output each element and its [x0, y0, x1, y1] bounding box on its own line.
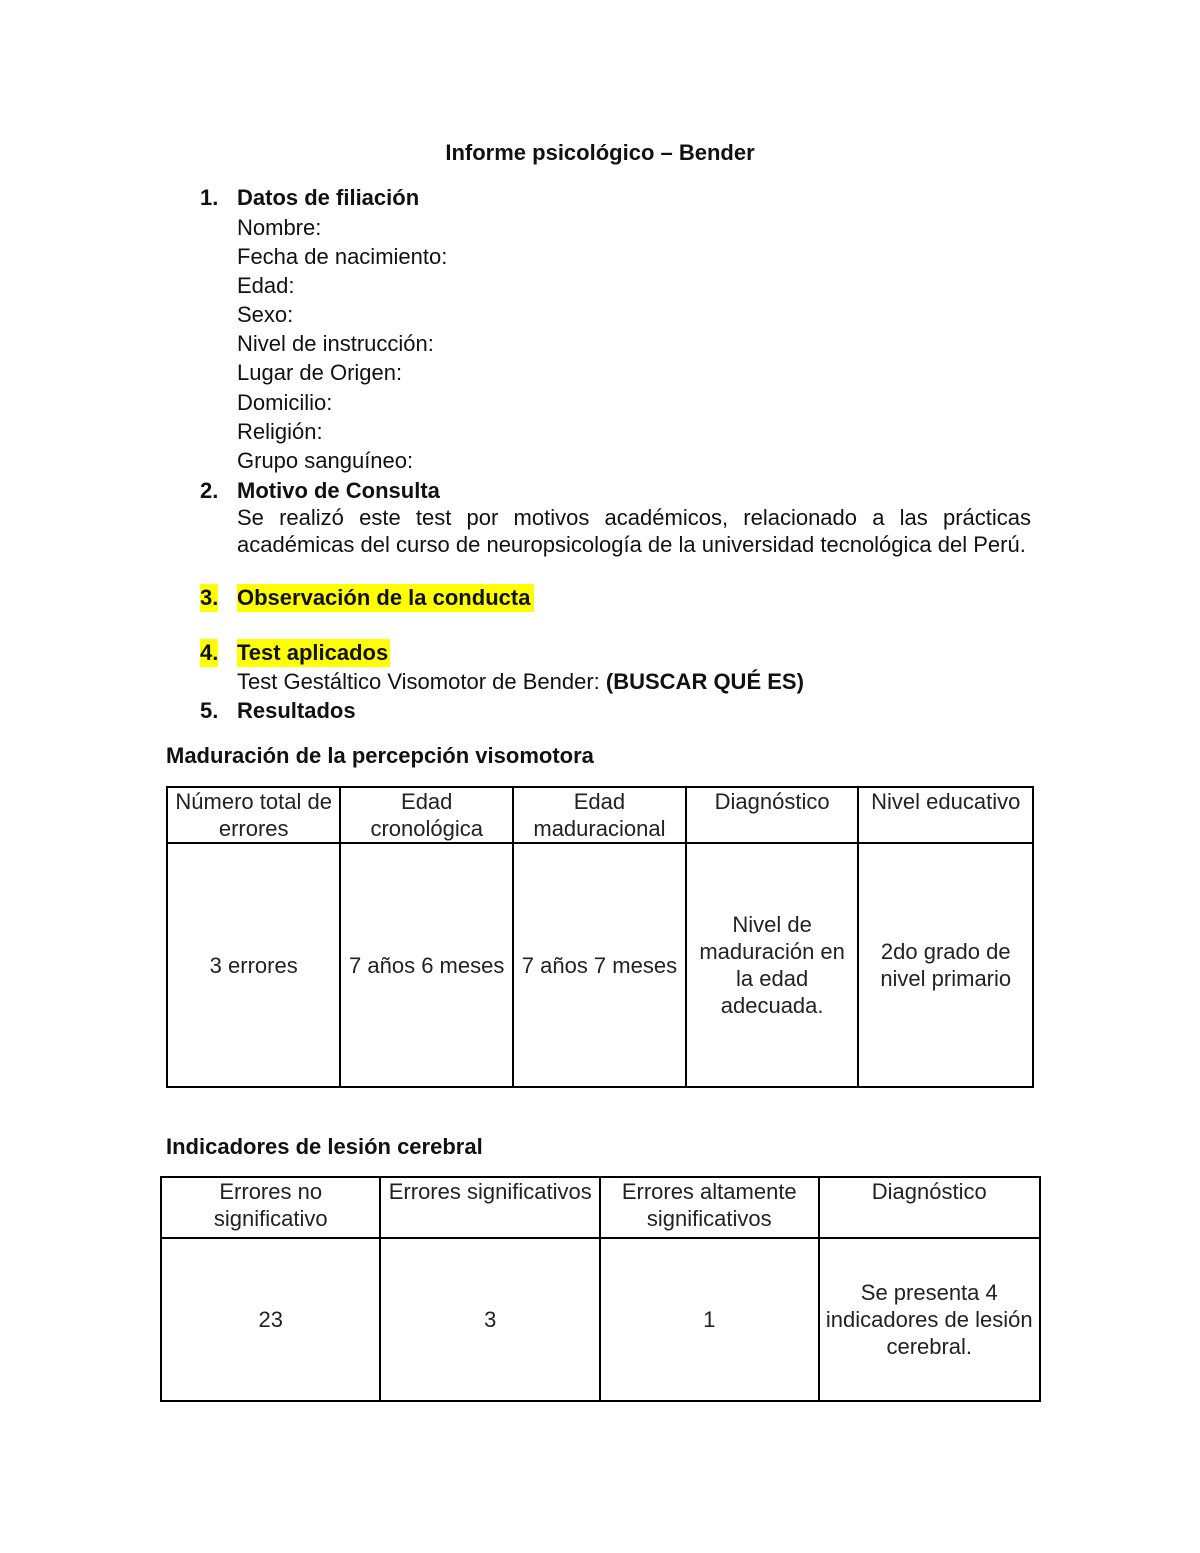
- header-edad-cronologica: Edad cronológica: [340, 787, 513, 843]
- field-edad: Edad:: [237, 273, 295, 298]
- header-errores-no-significativo: Errores no significativo: [161, 1177, 380, 1238]
- section-number-2: 2.: [200, 478, 219, 503]
- cell-diagnostico: Nivel de maduración en la edad adecuada.: [686, 843, 859, 1087]
- table-row: [161, 1238, 1040, 1401]
- section-title-test-aplicados: Test aplicados: [237, 640, 389, 665]
- cell-errores-altamente-significativos: 1: [600, 1238, 819, 1401]
- table-header-row: [167, 787, 1033, 843]
- field-grupo-sanguineo: Grupo sanguíneo:: [237, 448, 414, 473]
- table1-title: Maduración de la percepción visomotora: [166, 743, 594, 768]
- field-nivel-instruccion: Nivel de instrucción:: [237, 331, 434, 356]
- field-fecha-nacimiento: Fecha de nacimiento:: [237, 244, 448, 269]
- cell-errores-no-significativo: 23: [161, 1238, 380, 1401]
- cell-diagnostico: Se presenta 4 indicadores de lesión cerebral.: [819, 1238, 1040, 1401]
- section-number-1: 1.: [200, 185, 219, 210]
- field-lugar-origen: Lugar de Origen:: [237, 360, 403, 385]
- header-errores-altamente-significativos: Errores altamente significativos: [600, 1177, 819, 1238]
- cell-errores-significativos: 3: [380, 1238, 600, 1401]
- header-nivel-educativo: Nivel educativo: [858, 787, 1033, 843]
- document-title: Informe psicológico – Bender: [445, 140, 755, 165]
- cell-numero-errores: 3 errores: [167, 843, 340, 1087]
- field-sexo: Sexo:: [237, 302, 294, 327]
- section-number-4: 4.: [200, 640, 219, 665]
- section-title-motivo-consulta: Motivo de Consulta: [237, 478, 440, 503]
- header-errores-significativos: Errores significativos: [380, 1177, 600, 1238]
- section-number-5: 5.: [200, 698, 219, 723]
- header-edad-maduracional: Edad maduracional: [513, 787, 686, 843]
- section-number-3: 3.: [200, 585, 219, 610]
- field-nombre: Nombre:: [237, 215, 322, 240]
- test-note: (BUSCAR QUÉ ES): [605, 669, 804, 694]
- section-title-observacion: Observación de la conducta: [237, 584, 534, 612]
- section-title-resultados: Resultados: [237, 698, 356, 723]
- section-title-datos-filiacion: Datos de filiación: [237, 185, 420, 210]
- test-name: Test Gestáltico Visomotor de Bender:: [237, 669, 606, 694]
- table2-title: Indicadores de lesión cerebral: [166, 1134, 483, 1159]
- maduracion-table: [166, 786, 1034, 1088]
- table-row: [167, 843, 1033, 1087]
- header-diagnostico: Diagnóstico: [819, 1177, 1040, 1238]
- field-domicilio: Domicilio:: [237, 390, 333, 415]
- field-religion: Religión:: [237, 419, 323, 444]
- header-diagnostico: Diagnóstico: [686, 787, 859, 843]
- table-header-row: [161, 1177, 1040, 1238]
- cell-edad-maduracional: 7 años 7 meses: [513, 843, 686, 1087]
- header-numero-errores: Número total de errores: [167, 787, 340, 843]
- motivo-paragraph: Se realizó este test por motivos académicos, relacionado a las prácticas académicas del curso de neuropsicología de la universidad tecnológica del Perú.: [237, 505, 1031, 557]
- lesion-table: [160, 1176, 1041, 1402]
- cell-edad-cronologica: 7 años 6 meses: [340, 843, 513, 1087]
- test-line: [237, 668, 804, 696]
- cell-nivel-educativo: 2do grado de nivel primario: [858, 843, 1033, 1087]
